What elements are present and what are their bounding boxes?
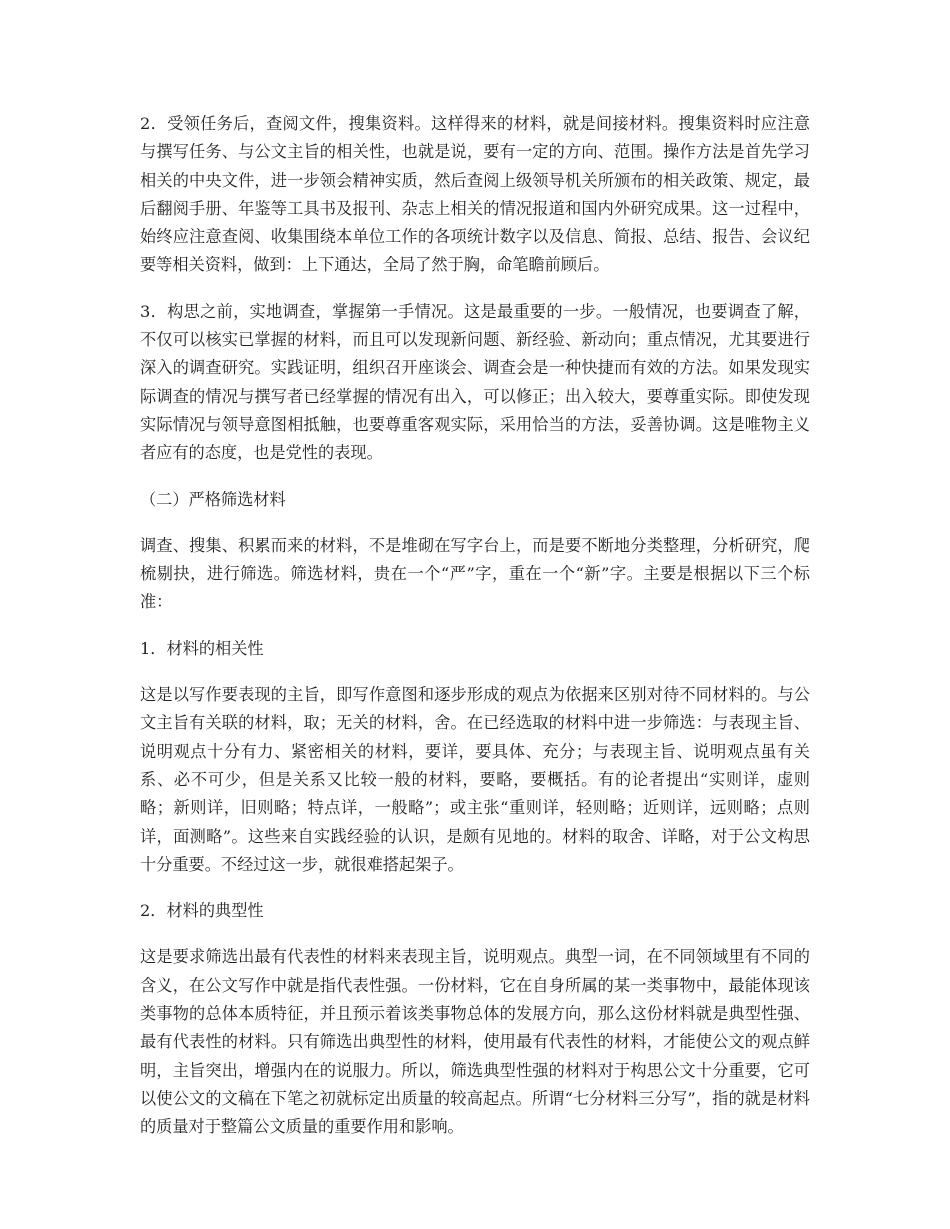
section-heading-strict-screening: （二）严格筛选材料 (140, 489, 286, 509)
subheading-relevance: 1．材料的相关性 (140, 638, 264, 658)
paragraph-screening-intro: 调查、搜集、积累而来的材料，不是堆砌在写字台上，而是要不断地分类整理，分析研究，爬梳剔抉，进行筛选。筛选材料，贵在一个“严”字，重在一个“新”字。主要是根据以下三个标准： (140, 535, 810, 612)
paragraph-relevance: 这是以写作要表现的主旨，即写作意图和逐步形成的观点为依据来区别对待不同材料的。与公文主旨有关联的材料，取；无关的材料，舍。在已经选取的材料中进一步筛选：与表现主旨、说明观点十分有力、紧密相关的材料，要详，要具体、充分；与表现主旨、说明观点虽有关系、必不可少，但是关系又比较一般的材料，要略，要概括。有的论者提出“实则详，虚则略；新则详，旧则略；特点详，一般略”；或主张“重则详，轻则略；近则详，远则略；点则详，面测略”。这些来自实践经验的认识，是颇有见地的。材料的取舍、详略，对于公文构思十分重要。不经过这一步，就很难搭起架子。 (140, 685, 810, 874)
paragraph-step-2: 2．受领任务后，查阅文件，搜集资料。这样得来的材料，就是间接材料。搜集资料时应注意与撰写任务、与公文主旨的相关性，也就是说，要有一定的方向、范围。操作方法是首先学习相关的中央文件，进一步领会精神实质，然后查阅上级领导机关所颁布的相关政策、规定，最后翻阅手册、年鉴等工具书及报刊、杂志上相关的情况报道和国内外研究成果。这一过程中，始终应注意查阅、收集围绕本单位工作的各项统计数字以及信息、简报、总结、报告、会议纪要等相关资料，做到：上下通达，全局了然于胸，命笔瞻前顾后。 (140, 114, 810, 275)
paragraph-step-3: 3．构思之前，实地调查，掌握第一手情况。这是最重要的一步。一般情况，也要调查了解，不仅可以核实已掌握的材料，而且可以发现新问题、新经验、新动向；重点情况，尤其要进行深入的调查研究。实践证明，组织召开座谈会、调查会是一种快捷而有效的方法。如果发现实际调查的情况与撰写者已经掌握的情况有出入，可以修正；出入较大，要尊重实际。即使发现实际情况与领导意图相抵触，也要尊重客观实际，采用恰当的方法，妥善协调。这是唯物主义者应有的态度，也是党性的表现。 (140, 301, 810, 463)
subheading-typicality: 2．材料的典型性 (140, 901, 264, 921)
document-page (140, 110, 810, 1160)
paragraph-typicality: 这是要求筛选出最有代表性的材料来表现主旨，说明观点。典型一词，在不同领域里有不同的含义，在公文写作中就是指代表性强。一份材料，它在自身所属的某一类事物中，最能体现该类事物的总体本质特征，并且预示着该类事物总体的发展方向，那么这份材料就是典型性强、最有代表性的材料。只有筛选出典型性的材料，使用最有代表性的材料，才能使公文的观点鲜明，主旨突出，增强内在的说服力。所以，筛选典型性强的材料对于构思公文十分重要，它可以使公文的文稿在下笔之初就标定出质量的较高起点。所谓“七分材料三分写”，指的就是材料的质量对于整篇公文质量的重要作用和影响。 (140, 947, 810, 1137)
